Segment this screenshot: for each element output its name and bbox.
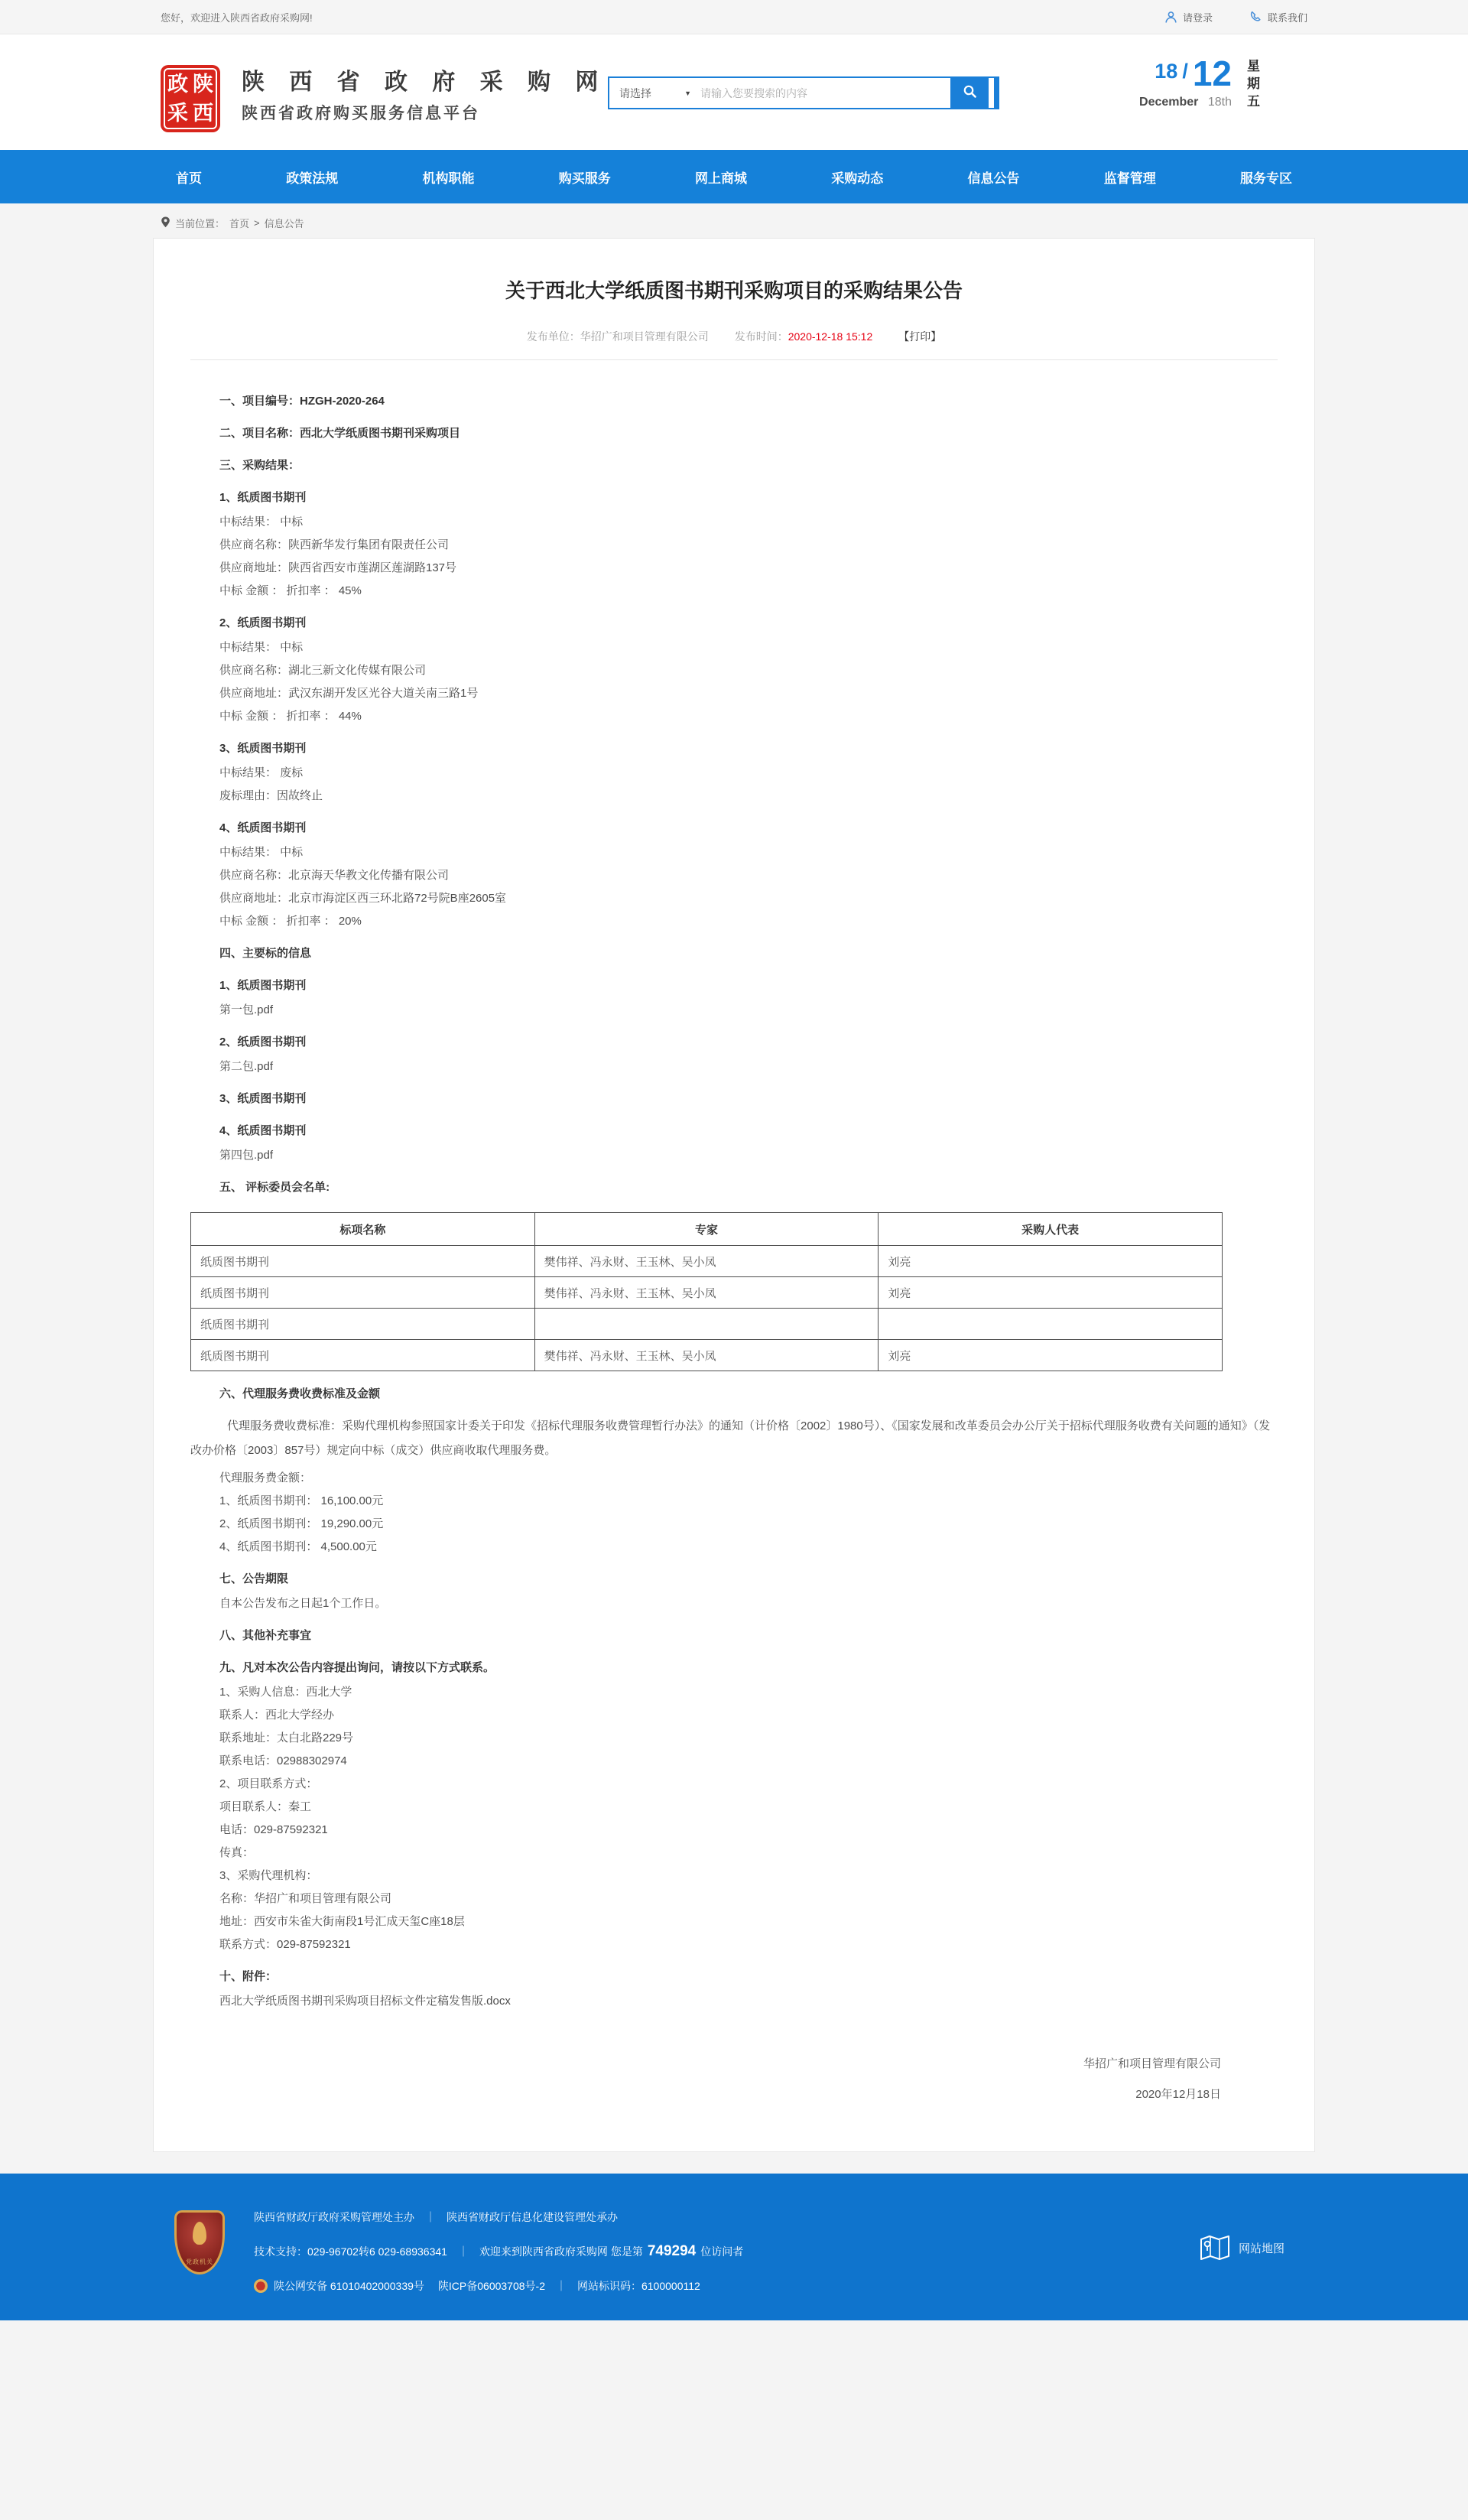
body-line: 供应商地址：陕西省西安市莲湖区莲湖路137号 xyxy=(219,561,457,574)
body-heading: 六、代理服务费收费标准及金额 xyxy=(219,1387,381,1400)
col-header-experts: 专家 xyxy=(534,1213,879,1246)
body-line: 废标理由：因故终止 xyxy=(219,789,323,802)
nav-item-purchase-service[interactable]: 购买服务 xyxy=(558,171,611,186)
body-heading: 1、纸质图书期刊 xyxy=(219,491,307,504)
nav-item-service-zone[interactable]: 服务专区 xyxy=(1240,171,1292,186)
body-line: 中标结果： 中标 xyxy=(219,515,304,528)
breadcrumb-separator: > xyxy=(254,217,260,229)
phone-icon xyxy=(1249,11,1262,24)
nav-item-home[interactable]: 首页 xyxy=(176,171,202,186)
date-day: 18 xyxy=(1155,60,1178,83)
body-heading: 4、纸质图书期刊 xyxy=(219,1124,307,1137)
visitor-count: 749294 xyxy=(647,2242,697,2259)
body-line: 2、纸质图书期刊： 19,290.00元 xyxy=(219,1517,384,1530)
publish-time-value: 2020-12-18 15:12 xyxy=(788,330,873,343)
body-line: 自本公告发布之日起1个工作日。 xyxy=(219,1597,387,1610)
footer-line-support: 技术支持：029-96702转6 029-68936341 ｜ 欢迎来到陕西省政府采购网 您是第 749294 位访问者 xyxy=(254,2242,744,2259)
sitemap-icon xyxy=(1199,2233,1231,2262)
date-day-en: 18th xyxy=(1207,96,1232,109)
body-line: 中标结果： 中标 xyxy=(219,641,304,654)
article-meta xyxy=(190,329,1278,344)
gov-emblem-icon: 党政机关 xyxy=(174,2210,225,2275)
body-heading: 七、公告期限 xyxy=(219,1572,289,1585)
body-heading: 3、纸质图书期刊 xyxy=(219,1092,307,1105)
col-header-lot: 标项名称 xyxy=(191,1213,535,1246)
logo-seal-icon: 政 陕 采 西 xyxy=(161,65,220,132)
article-card xyxy=(153,238,1315,2152)
attachment-link[interactable]: 西北大学纸质图书期刊采购项目招标文件定稿发售版.docx xyxy=(219,1995,511,2008)
footer-line-icp: 陕公网安备 61010402000339号 陕ICP备06003708号-2 ｜ 网站标识码：6100000112 xyxy=(254,2276,743,2295)
body-line: 联系电话：02988302974 xyxy=(219,1754,347,1767)
site-title: 陕 西 省 政 府 采 购 网 xyxy=(242,70,608,95)
col-header-buyer-rep: 采购人代表 xyxy=(879,1213,1223,1246)
user-icon xyxy=(1164,11,1177,24)
body-line: 名称：华招广和项目管理有限公司 xyxy=(219,1892,392,1905)
table-row: 纸质图书期刊 樊伟祥、冯永财、王玉林、吴小凤 刘亮 xyxy=(191,1340,1223,1371)
search-input[interactable] xyxy=(699,77,950,109)
site-id-number: 网站标识码：6100000112 xyxy=(576,2279,700,2292)
police-badge-icon xyxy=(254,2279,268,2293)
breadcrumb-current[interactable]: 信息公告 xyxy=(264,218,304,229)
signature-block xyxy=(190,2055,1278,2104)
body-line: 中标 金额 ： 折扣率 ： 45% xyxy=(219,584,362,597)
login-link[interactable] xyxy=(1164,10,1213,24)
welcome-text: 您好，欢迎进入陕西省政府采购网! xyxy=(161,11,313,24)
signature-company: 华招广和项目管理有限公司 xyxy=(1083,2057,1221,2070)
article-body xyxy=(190,392,1278,2011)
committee-table xyxy=(190,1212,1223,1371)
article-section-2 xyxy=(190,1385,1278,2011)
body-line: 1、采购人信息：西北大学 xyxy=(219,1686,352,1699)
body-line: 3、采购代理机构： xyxy=(219,1869,318,1882)
nav-item-functions[interactable]: 机构职能 xyxy=(422,171,475,186)
breadcrumb-prefix: 当前位置： xyxy=(175,218,226,229)
table-row: 纸质图书期刊 xyxy=(191,1309,1223,1340)
contact-label: 联系我们 xyxy=(1267,11,1307,24)
attachment-link[interactable]: 第四包.pdf xyxy=(219,1149,274,1162)
search-icon xyxy=(963,84,977,102)
body-heading: 八、其他补充事宜 xyxy=(219,1629,312,1642)
body-line: 代理服务费金额： xyxy=(219,1471,312,1484)
body-heading: 一、项目编号：HZGH-2020-264 xyxy=(219,395,385,408)
body-heading: 4、纸质图书期刊 xyxy=(219,821,307,834)
table-row: 纸质图书期刊 樊伟祥、冯永财、王玉林、吴小凤 刘亮 xyxy=(191,1277,1223,1309)
body-line: 传真： xyxy=(219,1846,255,1859)
attachment-link[interactable]: 第一包.pdf xyxy=(219,1003,274,1016)
body-heading: 1、纸质图书期刊 xyxy=(219,979,307,992)
publish-time: 发布时间：2020-12-18 15:12 xyxy=(734,330,873,343)
search-box xyxy=(608,76,999,109)
body-line: 电话：029-87592321 xyxy=(219,1823,328,1836)
body-heading: 五、 评标委员会名单: xyxy=(219,1181,330,1194)
body-heading: 十、附件： xyxy=(219,1970,278,1983)
icp-number[interactable]: 陕ICP备06003708号-2 xyxy=(437,2279,545,2292)
table-header-row xyxy=(191,1213,1223,1246)
body-heading: 2、纸质图书期刊 xyxy=(219,616,307,629)
body-line: 2、项目联系方式： xyxy=(219,1777,318,1790)
nav-item-procurement-news[interactable]: 采购动态 xyxy=(831,171,884,186)
breadcrumb xyxy=(161,203,1307,230)
attachment-link[interactable]: 第二包.pdf xyxy=(219,1060,274,1073)
topbar xyxy=(0,0,1468,34)
body-line: 联系人：西北大学经办 xyxy=(219,1709,335,1722)
date-month-en: December xyxy=(1139,96,1199,109)
table-row: 纸质图书期刊 樊伟祥、冯永财、王玉林、吴小凤 刘亮 xyxy=(191,1246,1223,1277)
sitemap-link[interactable] xyxy=(1199,2233,1284,2262)
main-nav xyxy=(0,150,1468,203)
location-pin-icon xyxy=(161,216,171,230)
body-line: 供应商名称：陕西新华发行集团有限责任公司 xyxy=(219,538,450,551)
footer-line-organizers: 陕西省财政厅政府采购管理处主办 ｜ 陕西省财政厅信息化建设管理处承办 xyxy=(254,2210,618,2223)
body-heading: 九、凡对本次公告内容提出询问，请按以下方式联系。 xyxy=(219,1661,495,1674)
print-button[interactable]: 【打印】 xyxy=(898,330,942,343)
search-select-label: 请选择 xyxy=(619,86,651,99)
body-line: 代理服务费收费标准：采购代理机构参照国家计委关于印发《招标代理服务收费管理暂行办法》的通知（计价格〔2002〕1980号）、《国家发展和改革委员会办公厅关于招标代理服务收费有关问题的通知》（发改办价格〔2003〕857号）规定向中标（成交）供应商收取代理服务费。 xyxy=(190,1419,1271,1457)
body-line: 地址：西安市朱雀大街南段1号汇成天玺C座18层 xyxy=(219,1915,465,1928)
meta-divider xyxy=(190,359,1278,360)
body-heading: 二、项目名称：西北大学纸质图书期刊采购项目 xyxy=(219,427,461,440)
contact-link[interactable] xyxy=(1249,10,1307,24)
breadcrumb-home[interactable]: 首页 xyxy=(229,218,250,229)
body-line: 联系方式：029-87592321 xyxy=(219,1938,351,1951)
sitemap-label: 网站地图 xyxy=(1238,2242,1284,2255)
body-line: 中标结果： 废标 xyxy=(219,766,304,779)
nav-item-policies[interactable]: 政策法规 xyxy=(286,171,339,186)
site-subtitle: 陕西省政府购买服务信息平台 xyxy=(242,105,480,122)
body-line: 供应商地址：武汉东湖开发区光谷大道关南三路1号 xyxy=(219,687,479,700)
signature-date: 2020年12月18日 xyxy=(1135,2088,1221,2101)
site-footer xyxy=(0,2174,1468,2320)
nav-item-supervision[interactable]: 监督管理 xyxy=(1103,171,1156,186)
page-title: 关于西北大学纸质图书期刊采购项目的采购结果公告 xyxy=(505,279,963,302)
body-heading: 2、纸质图书期刊 xyxy=(219,1036,307,1049)
body-line: 供应商名称：湖北三新文化传媒有限公司 xyxy=(219,664,427,677)
nav-item-online-mall[interactable]: 网上商城 xyxy=(695,171,747,186)
weekday-label: 星 期 五 xyxy=(1247,59,1260,109)
body-line: 中标 金额 ： 折扣率 ： 20% xyxy=(219,915,362,928)
chevron-down-icon: ▼ xyxy=(684,89,691,97)
police-record-number[interactable]: 陕公网安备 61010402000339号 xyxy=(274,2279,424,2292)
body-line: 中标 金额 ： 折扣率 ： 44% xyxy=(219,710,362,723)
body-heading: 四、主要标的信息 xyxy=(219,947,312,960)
body-heading: 3、纸质图书期刊 xyxy=(219,742,307,755)
article-section-1 xyxy=(219,392,1278,1197)
body-line: 项目联系人：秦工 xyxy=(219,1800,312,1813)
date-month: 12 xyxy=(1192,54,1232,93)
body-line: 1、纸质图书期刊： 16,100.00元 xyxy=(219,1494,384,1507)
login-label: 请登录 xyxy=(1182,11,1213,24)
search-accent-bar xyxy=(994,78,998,108)
search-category-select[interactable] xyxy=(609,86,699,101)
nav-item-announcements[interactable]: 信息公告 xyxy=(967,171,1020,186)
body-line: 供应商地址：北京市海淀区西三环北路72号院B座2605室 xyxy=(219,892,507,905)
site-logo[interactable] xyxy=(161,65,607,132)
body-line: 供应商名称：北京海天华教文化传播有限公司 xyxy=(219,869,450,882)
body-line: 联系地址：太白北路229号 xyxy=(219,1731,354,1744)
body-line: 4、纸质图书期刊： 4,500.00元 xyxy=(219,1540,377,1553)
publisher: 发布单位：华招广和项目管理有限公司 xyxy=(526,330,709,343)
date-widget: 18 / 12 December 18th 星 期 五 xyxy=(1139,54,1260,109)
site-header xyxy=(0,34,1468,150)
body-heading: 三、采购结果： xyxy=(219,459,300,472)
body-line: 中标结果： 中标 xyxy=(219,846,304,859)
search-button[interactable] xyxy=(950,78,989,108)
